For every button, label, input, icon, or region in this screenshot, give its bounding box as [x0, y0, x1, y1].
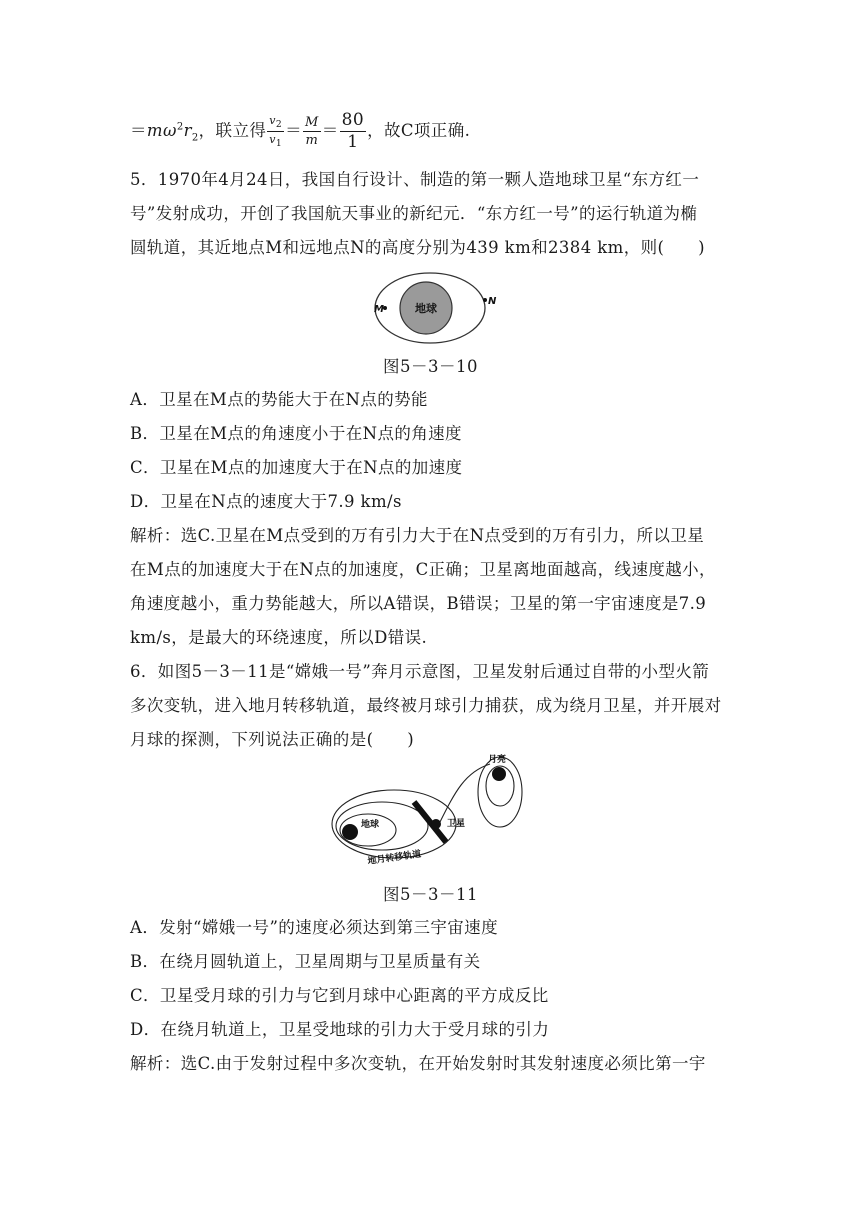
- q6-option-b: B．在绕月圆轨道上，卫星周期与卫星质量有关: [130, 952, 481, 971]
- result-fraction: $\frac{80}{1}$: [341, 110, 365, 152]
- moon-body: [492, 767, 506, 781]
- q6-option-c: C．卫星受月球的引力与它到月球中心距离的平方成反比: [130, 986, 549, 1005]
- q6-option-d: D．在绕月轨道上，卫星受地球的引力大于受月球的引力: [130, 1020, 550, 1039]
- satellite-panel: [414, 802, 446, 842]
- q5-option-a: A．卫星在M点的势能大于在N点的势能: [130, 390, 428, 409]
- earth-label: 地球: [415, 302, 437, 315]
- q5-option-d: D．卫星在N点的速度大于7.9 km/s: [130, 492, 402, 511]
- velocity-ratio-fraction: $\frac{v_2}{v_1}$: [269, 113, 283, 150]
- q5-analysis-line-4: km/s，是最大的环绕速度，所以D错误.: [130, 628, 428, 647]
- earth-body: [342, 824, 358, 840]
- earth-label: 地球: [361, 820, 380, 830]
- q6-stem-line-2: 多次变轨，进入地月转移轨道，最终被月球引力捕获，成为绕月卫星，并开展对: [130, 696, 722, 715]
- q6-stem-line-3: 月球的探测，下列说法正确的是( ): [130, 730, 415, 749]
- figure-5-3-10-caption: 图5－3－10: [383, 357, 478, 376]
- figure-5-3-10: [360, 268, 500, 348]
- q5-option-c: C．卫星在M点的加速度大于在N点的加速度: [130, 458, 463, 477]
- moon-label: 月亮: [488, 755, 507, 765]
- q6-stem-line-1: 6．如图5－3－11是“嫦娥一号”奔月示意图，卫星发射后通过自带的小型火箭: [130, 662, 710, 681]
- satellite-body: [431, 819, 441, 829]
- q6-option-a: A．发射“嫦娥一号”的速度必须达到第三宇宙速度: [130, 918, 498, 937]
- point-n-dot: [483, 298, 487, 302]
- figure-5-3-11: [330, 752, 530, 877]
- q5-analysis-line-2: 在M点的加速度大于在N点的加速度，C正确；卫星离地面越高，线速度越小，: [130, 560, 716, 579]
- satellite-label: 卫星: [447, 819, 466, 829]
- mass-ratio-fraction: $\frac{M}{m}$: [305, 115, 319, 148]
- q6-analysis-line-1: 解析：选C.由于发射过程中多次变轨，在开始发射时其发射速度必须比第一宇: [130, 1054, 706, 1073]
- q5-stem-line-3: 圆轨道，其近地点M和远地点N的高度分别为439 km和2384 km，则( ): [130, 238, 705, 257]
- q5-analysis-line-1: 解析：选C.卫星在M点受到的万有引力大于在N点受到的万有引力，所以卫星: [130, 526, 705, 545]
- q5-option-b: B．卫星在M点的角速度小于在N点的角速度: [130, 424, 462, 443]
- point-n-label: N: [488, 296, 497, 307]
- formula-line: $=m\omega^2r_2$，联立得 $\frac{v_2}{v_1}$ ＝ $\frac{M}{m}$ ＝ $\frac{80}{1}$ ，故C项正确.: [130, 110, 471, 152]
- figure-5-3-11-caption: 图5－3－11: [383, 885, 478, 904]
- point-m-label: M: [374, 304, 384, 315]
- q5-stem-line-1: 5．1970年4月24日，我国自行设计、制造的第一颗人造地球卫星“东方红一: [130, 170, 700, 189]
- q5-analysis-line-3: 角速度越小，重力势能越大，所以A错误，B错误；卫星的第一宇宙速度是7.9: [130, 594, 707, 613]
- q5-stem-line-2: 号”发射成功，开创了我国航天事业的新纪元．“东方红一号”的运行轨道为椭: [130, 204, 698, 223]
- transfer-orbit-label: 地月转移轨道: [367, 849, 422, 867]
